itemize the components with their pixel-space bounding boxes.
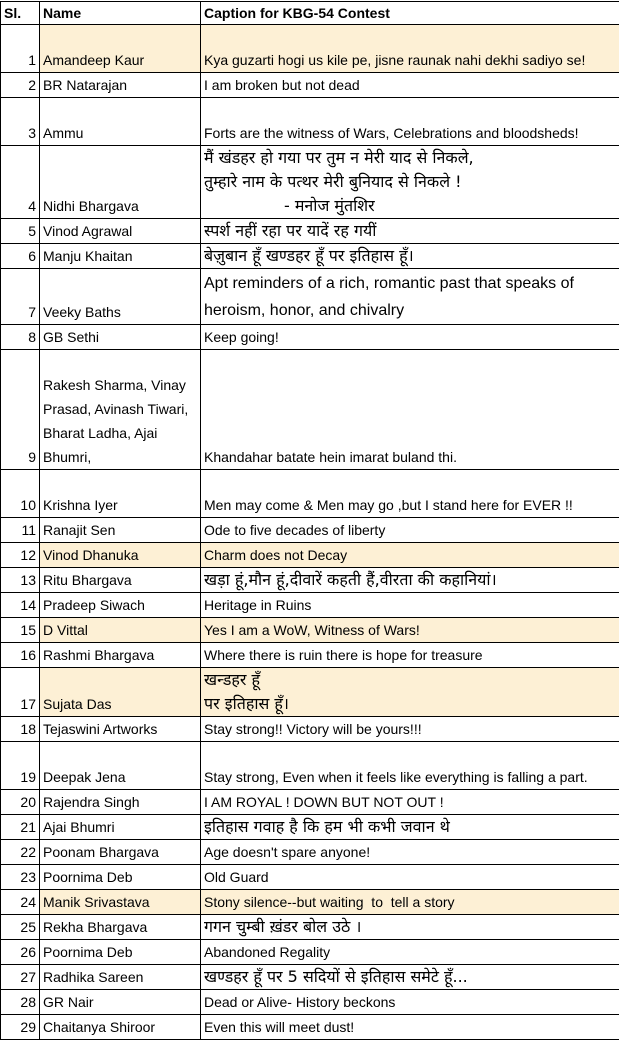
row-sl: 17 xyxy=(1,668,40,717)
table-row xyxy=(1,790,619,815)
table-row xyxy=(1,146,619,219)
row-name: Chaitanya Shiroor xyxy=(40,1015,201,1040)
row-caption: Yes I am a WoW, Witness of Wars! xyxy=(201,618,619,643)
row-caption: Khandahar batate hein imarat buland thi. xyxy=(201,350,619,470)
table-row xyxy=(1,717,619,742)
row-sl: 10 xyxy=(1,470,40,518)
row-name: Deepak Jena xyxy=(40,742,201,790)
table-row xyxy=(1,568,619,593)
row-caption: Age doesn't spare anyone! xyxy=(201,840,619,865)
row-sl: 25 xyxy=(1,915,40,940)
table-row xyxy=(1,518,619,543)
row-sl: 27 xyxy=(1,965,40,990)
table-row xyxy=(1,915,619,940)
row-name: Rashmi Bhargava xyxy=(40,643,201,668)
row-name: Poornima Deb xyxy=(40,940,201,965)
row-sl: 20 xyxy=(1,790,40,815)
row-name: Rakesh Sharma, Vinay Prasad, Avinash Tiwari, Bharat Ladha, Ajai Bhumri, xyxy=(40,350,201,470)
table-row xyxy=(1,865,619,890)
row-caption: बेज़ुबान हूँ खण्डहर हूँ पर इतिहास हूँ। xyxy=(201,244,619,269)
table-row xyxy=(1,25,619,73)
row-caption: Where there is ruin there is hope for treasure xyxy=(201,643,619,668)
table-row xyxy=(1,350,619,470)
row-caption: Forts are the witness of Wars, Celebrations and bloodsheds! xyxy=(201,98,619,146)
row-name: Ritu Bhargava xyxy=(40,568,201,593)
row-name: Manik Srivastava xyxy=(40,890,201,915)
caption-line: पर इतिहास हूँ। xyxy=(204,692,616,716)
table-row xyxy=(1,618,619,643)
row-caption: Even this will meet dust! xyxy=(201,1015,619,1040)
row-sl: 13 xyxy=(1,568,40,593)
row-caption: Dead or Alive- History beckons xyxy=(201,990,619,1015)
row-name: Pradeep Siwach xyxy=(40,593,201,618)
table-row xyxy=(1,98,619,146)
row-name: Nidhi Bhargava xyxy=(40,146,201,219)
table-row xyxy=(1,470,619,518)
table-row xyxy=(1,73,619,98)
caption-line: तुम्हारे नाम के पत्थर मेरी बुनियाद से निकले ! xyxy=(204,170,616,194)
row-caption: Men may come & Men may go ,but I stand here for EVER !! xyxy=(201,470,619,518)
row-name: D Vittal xyxy=(40,618,201,643)
table-row xyxy=(1,990,619,1015)
row-name: Amandeep Kaur xyxy=(40,25,201,73)
header-row xyxy=(1,2,619,25)
table-row xyxy=(1,244,619,269)
row-caption: Abandoned Regality xyxy=(201,940,619,965)
row-name: Manju Khaitan xyxy=(40,244,201,269)
table-row xyxy=(1,940,619,965)
row-name: Tejaswini Artworks xyxy=(40,717,201,742)
table-row xyxy=(1,219,619,244)
row-name: Sujata Das xyxy=(40,668,201,717)
table-row xyxy=(1,643,619,668)
row-sl: 26 xyxy=(1,940,40,965)
row-sl: 4 xyxy=(1,146,40,219)
table-row xyxy=(1,325,619,350)
row-sl: 24 xyxy=(1,890,40,915)
row-name: Krishna Iyer xyxy=(40,470,201,518)
row-caption xyxy=(201,668,619,717)
row-sl: 19 xyxy=(1,742,40,790)
row-sl: 5 xyxy=(1,219,40,244)
row-sl: 22 xyxy=(1,840,40,865)
row-caption: Stony silence--but waiting to tell a story xyxy=(201,890,619,915)
row-caption: खण्डहर हूँ पर 5 सदियों से इतिहास समेटे हूँ... xyxy=(201,965,619,990)
row-sl: 9 xyxy=(1,350,40,470)
row-name: Vinod Dhanuka xyxy=(40,543,201,568)
table-row xyxy=(1,269,619,325)
row-sl: 6 xyxy=(1,244,40,269)
header-name: Name xyxy=(40,2,201,25)
captions-table xyxy=(0,1,619,1040)
row-sl: 1 xyxy=(1,25,40,73)
row-caption: Stay strong, Even when it feels like everything is falling a part. xyxy=(201,742,619,790)
row-name: Vinod Agrawal xyxy=(40,219,201,244)
row-caption: I AM ROYAL ! DOWN BUT NOT OUT ! xyxy=(201,790,619,815)
row-caption: I am broken but not dead xyxy=(201,73,619,98)
table-row xyxy=(1,742,619,790)
row-sl: 11 xyxy=(1,518,40,543)
row-name: GB Sethi xyxy=(40,325,201,350)
row-sl: 16 xyxy=(1,643,40,668)
row-caption: Stay strong!! Victory will be yours!!! xyxy=(201,717,619,742)
row-name: Ajai Bhumri xyxy=(40,815,201,840)
row-name: Ammu xyxy=(40,98,201,146)
row-name: Ranajit Sen xyxy=(40,518,201,543)
row-caption: गगन चुम्बी ख़ंडर बोल उठे । xyxy=(201,915,619,940)
table-row xyxy=(1,965,619,990)
row-sl: 8 xyxy=(1,325,40,350)
table-row xyxy=(1,890,619,915)
row-sl: 12 xyxy=(1,543,40,568)
row-sl: 7 xyxy=(1,269,40,325)
table-row xyxy=(1,1015,619,1040)
row-sl: 3 xyxy=(1,98,40,146)
row-caption: खड़ा हूं,मौन हूं,दीवारें कहती हैं,वीरता की कहानियां। xyxy=(201,568,619,593)
row-name: BR Natarajan xyxy=(40,73,201,98)
row-name: Rekha Bhargava xyxy=(40,915,201,940)
row-name: Radhika Sareen xyxy=(40,965,201,990)
row-caption: Keep going! xyxy=(201,325,619,350)
header-caption: Caption for KBG-54 Contest xyxy=(201,2,619,25)
row-sl: 2 xyxy=(1,73,40,98)
row-caption: Heritage in Ruins xyxy=(201,593,619,618)
row-sl: 29 xyxy=(1,1015,40,1040)
caption-line: मैं खंडहर हो गया पर तुम न मेरी याद से निकले, xyxy=(204,146,616,170)
row-sl: 15 xyxy=(1,618,40,643)
row-sl: 28 xyxy=(1,990,40,1015)
table-row xyxy=(1,815,619,840)
header-sl: Sl. xyxy=(1,2,40,25)
table-row xyxy=(1,593,619,618)
row-caption: Charm does not Decay xyxy=(201,543,619,568)
row-name: Poonam Bhargava xyxy=(40,840,201,865)
row-name: Veeky Baths xyxy=(40,269,201,325)
row-caption xyxy=(201,146,619,219)
row-caption: Kya guzarti hogi us kile pe, jisne raunak nahi dekhi sadiyo se! xyxy=(201,25,619,73)
row-name: Poornima Deb xyxy=(40,865,201,890)
row-name: GR Nair xyxy=(40,990,201,1015)
row-caption: स्पर्श नहीं रहा पर यादें रह गयीं xyxy=(201,219,619,244)
row-caption: Old Guard xyxy=(201,865,619,890)
row-caption: इतिहास गवाह है कि हम भी कभी जवान थे xyxy=(201,815,619,840)
row-caption: Apt reminders of a rich, romantic past that speaks of heroism, honor, and chivalry xyxy=(201,269,619,325)
row-sl: 18 xyxy=(1,717,40,742)
row-caption: Ode to five decades of liberty xyxy=(201,518,619,543)
caption-line: - मनोज मुंतशिर xyxy=(204,194,616,218)
table-row xyxy=(1,543,619,568)
row-sl: 21 xyxy=(1,815,40,840)
row-sl: 14 xyxy=(1,593,40,618)
table-row xyxy=(1,668,619,717)
row-sl: 23 xyxy=(1,865,40,890)
row-name: Rajendra Singh xyxy=(40,790,201,815)
caption-line: खन्डहर हूँ xyxy=(204,668,616,692)
table-row xyxy=(1,840,619,865)
